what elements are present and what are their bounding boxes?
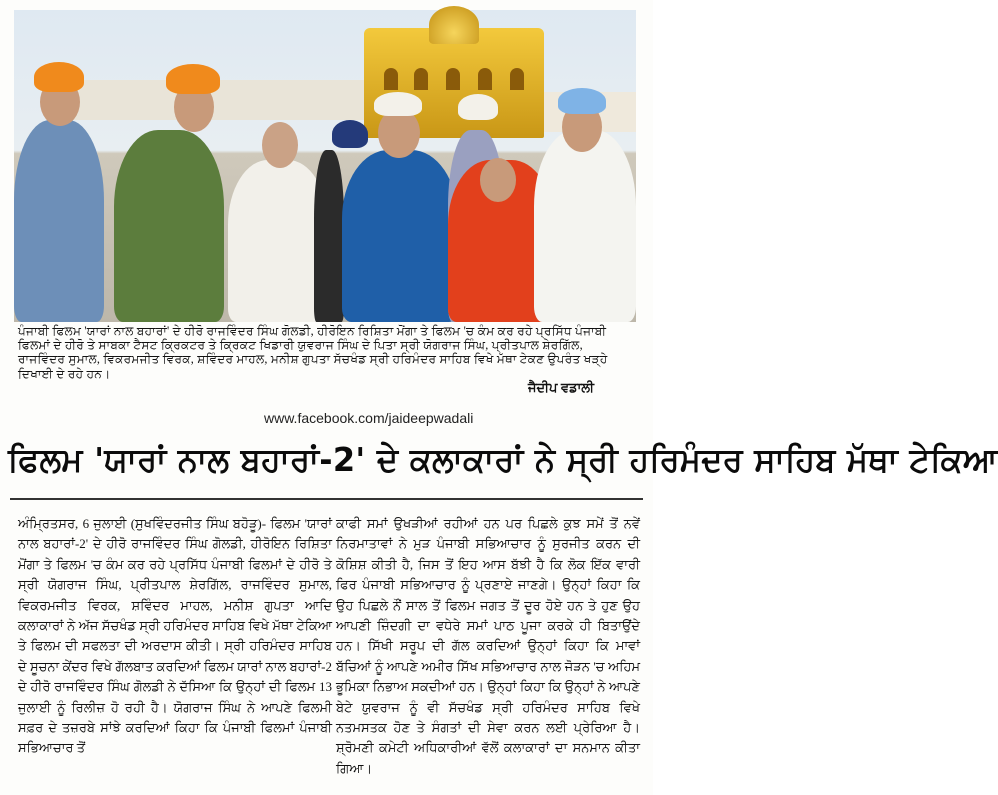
person-6 [534,130,636,322]
headline: ਫਿਲਮ 'ਯਾਰਾਂ ਨਾਲ ਬਹਾਰਾਂ-2' ਦੇ ਕਲਾਕਾਰਾਂ ਨੇ ਸ੍ਰੀ ਹਰਿਮੰਦਰ ਸਾਹਿਬ ਮੱਥਾ ਟੇਕਿਆ [8,440,998,479]
person-2 [114,130,224,322]
photo-caption: ਪੰਜਾਬੀ ਫਿਲਮ 'ਯਾਰਾਂ ਨਾਲ ਬਹਾਰਾਂ' ਦੇ ਹੀਰੋ ਰਾਜਵਿੰਦਰ ਸਿੰਘ ਗੋਲਡੀ, ਹੀਰੋਇਨ ਰਿਸ਼ਿਤਾ ਮੋਂਗਾ ਤੇ ਫਿਲਮ 'ਚ ਕੰਮ ਕਰ ਰਹੇ ਪ੍ਰਸਿੱਧ ਪੰਜਾਬੀ ਫਿਲਮਾਂ ਦੇ ਹੀਰੋ ਤੇ ਸਾਬਕਾ ਟੈਸਟ ਕ੍ਰਿਕਟਰ ਤੇ ਕ੍ਰਿਕਟ ਖਿਡਾਰੀ ਯੁਵਰਾਜ ਸਿੰਘ ਦੇ ਪਿਤਾ ਸ੍ਰੀ ਯੋਗਰਾਜ ਸਿੰਘ, ਪ੍ਰੀਤਪਾਲ ਸ਼ੇਰਗਿੱਲ, ਰਾਜਵਿੰਦਰ ਸੁਮਾਲ, ਵਿਕਰਮਜੀਤ ਵਿਰਕ, ਸ਼ਵਿੰਦਰ ਮਾਹਲ, ਮਨੀਸ਼ ਗੁਪਤਾ ਸੱਚਖੰਡ ਸ੍ਰੀ ਹਰਿਮੰਦਰ ਸਾਹਿਬ ਵਿਖੇ ਮੱਥਾ ਟੇਕਣ ਉਪਰੰਤ ਖੜ੍ਹੇ ਦਿਖਾਈ ਦੇ ਰਹੇ ਹਨ। [18,324,608,381]
article-column-2 [336,514,640,779]
saffron-turban [34,62,84,92]
temple-dome [429,6,479,44]
article-text-col2: ਕਾਫੀ ਸਮਾਂ ਉਖੜੀਆਂ ਰਹੀਆਂ ਹਨ ਪਰ ਪਿਛਲੇ ਕੁਝ ਸਮੇਂ ਤੋਂ ਨਵੇਂ ਨਿਰਮਾਤਾਵਾਂ ਨੇ ਮੁੜ ਪੰਜਾਬੀ ਸਭਿਆਚਾਰ ਨੂੰ ਸੁਰਜੀਤ ਕਰਨ ਦੀ ਕੋਸ਼ਿਸ਼ ਕੀਤੀ ਹੈ, ਜਿਸ ਤੋਂ ਇਹ ਆਸ ਬੱਝੀ ਹੈ ਕਿ ਲੋਕ ਇੱਕ ਵਾਰੀ ਫਿਰ ਪੰਜਾਬੀ ਸਭਿਆਚਾਰ ਨੂੰ ਪ੍ਰਣਾਏ ਜਾਣਗੇ। ਉਨ੍ਹਾਂ ਕਿਹਾ ਕਿ ਉਹ ਪਿਛਲੇ ਨੌਂ ਸਾਲ ਤੋਂ ਫਿਲਮ ਜਗਤ ਤੋਂ ਦੂਰ ਹੋਏ ਹਨ ਤੇ ਹੁਣ ਉਹ ਆਪਣੀ ਜ਼ਿੰਦਗੀ ਦਾ ਵਧੇਰੇ ਸਮਾਂ ਪਾਠ ਪੂਜਾ ਕਰਕੇ ਹੀ ਬਿਤਾਉਂਦੇ ਹਨ। ਸਿੱਖੀ ਸਰੂਪ ਦੀ ਗੱਲ ਕਰਦਿਆਂ ਉਨ੍ਹਾਂ ਕਿਹਾ ਕਿ ਮਾਵਾਂ ਬੱਚਿਆਂ ਨੂੰ ਆਪਣੇ ਅਮੀਰ ਸਿੱਖ ਸਭਿਆਚਾਰ ਨਾਲ ਜੋੜਨ 'ਚ ਅਹਿਮ ਭੂਮਿਕਾ ਨਿਭਾਅ ਸਕਦੀਆਂ ਹਨ। ਉਨ੍ਹਾਂ ਕਿਹਾ ਕਿ ਉਨ੍ਹਾਂ ਨੇ ਆਪਣੇ ਬੇਟੇ ਯੁਵਰਾਜ ਨੂੰ ਵੀ ਸੱਚਖੰਡ ਸ੍ਰੀ ਹਰਿਮੰਦਰ ਸਾਹਿਬ ਵਿਖੇ ਨਤਮਸਤਕ ਹੋਣ ਤੇ ਸੰਗਤਾਂ ਦੀ ਸੇਵਾ ਕਰਨ ਲਈ ਪ੍ਰੇਰਿਆ ਹੈ। ਸ਼੍ਰੋਮਣੀ ਕਮੇਟੀ ਅਧਿਕਾਰੀਆਂ ਵੱਲੋਂ ਕਲਾਕਾਰਾਂ ਦਾ ਸਨਮਾਨ ਕੀਤਾ ਗਿਆ। [336,516,640,776]
group-photo [14,10,636,322]
headline-divider [10,498,643,500]
article-column-1 [18,514,332,759]
saffron-turban [166,64,220,94]
person-4 [342,150,458,322]
article-text-col1: ਅੰਮ੍ਰਿਤਸਰ, 6 ਜੁਲਾਈ (ਸੁਖਵਿੰਦਰਜੀਤ ਸਿੰਘ ਬਹੋੜੂ)- ਫਿਲਮ 'ਯਾਰਾਂ ਨਾਲ ਬਹਾਰਾਂ-2' ਦੇ ਹੀਰੋ ਰਾਜਵਿੰਦਰ ਸਿੰਘ ਗੋਲਡੀ, ਹੀਰੋਇਨ ਰਿਸ਼ਿਤਾ ਮੋਂਗਾ ਤੇ ਫਿਲਮ 'ਚ ਕੰਮ ਕਰ ਰਹੇ ਪ੍ਰਸਿੱਧ ਪੰਜਾਬੀ ਫਿਲਮਾਂ ਦੇ ਹੀਰੋ ਤੇ ਸ੍ਰੀ ਯੋਗਰਾਜ ਸਿੰਘ, ਪ੍ਰੀਤਪਾਲ ਸ਼ੇਰਗਿੱਲ, ਰਾਜਵਿੰਦਰ ਸੁਮਾਲ, ਵਿਕਰਮਜੀਤ ਵਿਰਕ, ਸ਼ਵਿੰਦਰ ਮਾਹਲ, ਮਨੀਸ਼ ਗੁਪਤਾ ਆਦਿ ਕਲਾਕਾਰਾਂ ਨੇ ਅੱਜ ਸੱਚਖੰਡ ਸ੍ਰੀ ਹਰਿਮੰਦਰ ਸਾਹਿਬ ਵਿਖੇ ਮੱਥਾ ਟੇਕਿਆ ਤੇ ਫਿਲਮ ਦੀ ਸਫਲਤਾ ਦੀ ਅਰਦਾਸ ਕੀਤੀ। ਸ੍ਰੀ ਹਰਿਮੰਦਰ ਸਾਹਿਬ ਦੇ ਸੂਚਨਾ ਕੇਂਦਰ ਵਿਖੇ ਗੱਲਬਾਤ ਕਰਦਿਆਂ ਫਿਲਮ ਯਾਰਾਂ ਨਾਲ ਬਹਾਰਾਂ-2 ਦੇ ਹੀਰੋ ਰਾਜਵਿੰਦਰ ਸਿੰਘ ਗੋਲਡੀ ਨੇ ਦੱਸਿਆ ਕਿ ਉਨ੍ਹਾਂ ਦੀ ਫਿਲਮ 13 ਜੁਲਾਈ ਨੂੰ ਰਿਲੀਜ਼ ਹੋ ਰਹੀ ਹੈ। ਯੋਗਰਾਜ ਸਿੰਘ ਨੇ ਆਪਣੇ ਫਿਲਮੀ ਸਫ਼ਰ ਦੇ ਤਜ਼ਰਬੇ ਸਾਂਝੇ ਕਰਦਿਆਂ ਕਿਹਾ ਕਿ ਪੰਜਾਬੀ ਫਿਲਮਾਂ ਪੰਜਾਬੀ ਸਭਿਆਚਾਰ ਤੋਂ [18,516,332,756]
person-3 [228,160,328,322]
person-1 [14,120,104,322]
photo-credit: ਜੈਦੀਪ ਵਡਾਲੀ [528,380,595,395]
facebook-url: www.facebook.com/jaideepwadali [264,410,474,426]
